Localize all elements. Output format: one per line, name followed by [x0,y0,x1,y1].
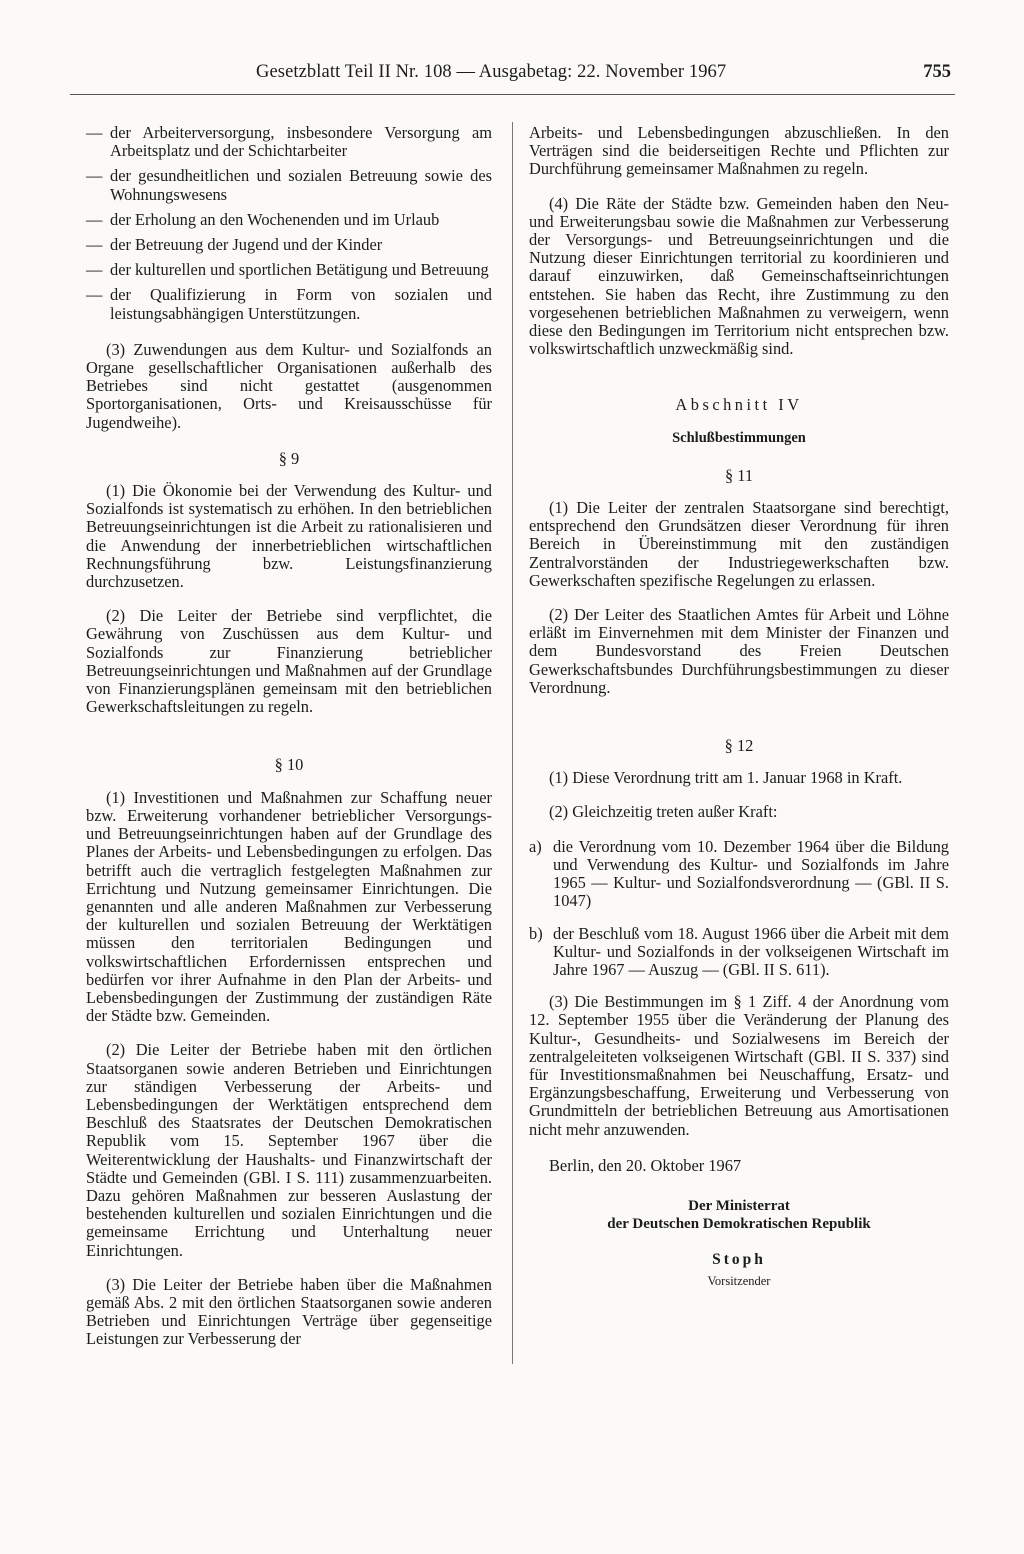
dash-marker: — [86,123,103,142]
paragraph-11-1: (1) Die Leiter der zentralen Staatsorgane sind berechtigt, entsprechend den Grundsätzen dieser Verordnung für ihren Bereich in Übereinstimmung mit den zuständigen Zentralvorständen der Industriegewerkschaften bzw. Gewerkschaften spezifische Regelungen zu erlassen. [529,498,949,590]
paragraph-10-1: (1) Investitionen und Maßnahmen zur Schaffung neuer bzw. Erweiterung vorhandener betrieblicher Versorgungs- und Betreuungseinrichtungen haben auf der Grundlage des Planes der Arbeits- und Lebensbedingungen zu erfolgen. Das betrifft auch die vertraglich festgelegten Maßnahmen zur Errichtung und Nutzung gemeinsamer Einrichtungen. Die genannten und alle anderen Maßnahmen zur Verbesserung der kulturellen und sozialen Betreuung der Werktätigen müssen den territorialen Bedingungen und volkswirtschaftlichen Erfordernissen entsprechen und bedürfen vor ihrer Aufnahme in den Plan der Arbeits- und Lebensbedingungen der Zustimmung der zuständigen Räte der Städte bzw. Gemeinden. [86,787,492,1026]
section-9-heading: § 9 [278,448,300,468]
signer-role: Vorsitzender [707,1274,771,1289]
paragraph-11-2: (2) Der Leiter des Staatlichen Amtes für Arbeit und Löhne erläßt im Einvernehmen mit dem Minister der Finanzen und dem Bundesvorstand des Freien Deutschen Gewerkschaftsbundes Durchführungsbestimmungen zu dieser Verordnung. [529,605,949,697]
gazette-title: Gesetzblatt Teil II Nr. 108 — Ausgabetag: 22. November 1967 [256,62,727,82]
paragraph-12-1: (1) Diese Verordnung tritt am 1. Januar 1968 in Kraft. [549,768,903,788]
list-item [86,167,492,203]
section-11-heading: § 11 [724,465,754,485]
list-item-text: der gesundheitlichen und sozialen Betreuung sowie des Wohnungswesens [110,166,492,204]
list-item-text: der Beschluß vom 18. August 1966 über die Arbeit mit dem Kultur- und Sozialfonds in der volkseigenen Wirtschaft im Jahre 1967 — Auszug — (GBl. II S. 611). [553,923,949,979]
part-heading: Abschnitt IV [675,395,803,415]
list-item-text: der kulturellen und sportlichen Betätigung und Betreuung [110,260,489,280]
column-divider [512,122,513,1364]
list-item-text: die Verordnung vom 10. Dezember 1964 über die Bildung und Verwendung des Kultur- und Sozialfonds im Jahre 1965 — Kultur- und Sozialfondsverordnung — (GBl. II S. 1047) [553,836,949,911]
list-item [86,261,492,279]
dash-marker: — [86,260,103,280]
list-item [86,236,492,254]
right-column [529,124,949,1290]
dash-marker: — [86,285,103,305]
list-item-text: der Betreuung der Jugend und der Kinder [110,235,383,255]
list-item-text: der Qualifizierung in Form von sozialen und leistungsabhängigen Unterstützungen. [110,285,492,323]
section-10-heading: § 10 [274,755,304,775]
list-item [86,124,492,160]
paragraph-9-2: (2) Die Leiter der Betriebe sind verpflichtet, die Gewährung von Zuschüssen aus dem Kultur- und Sozialfonds zur Finanzierung betrieblicher Betreuungseinrichtungen und Maßnahmen auf der Grundlage von Finanzierungsplänen gemeinsam mit den betrieblichen Gewerkschaftsleitungen zu regeln. [86,606,492,717]
dash-marker: — [86,166,103,186]
paragraph-12-2: (2) Gleichzeitig treten außer Kraft: [549,802,778,822]
paragraph-10-3-start: (3) Die Leiter der Betriebe haben über die Maßnahmen gemäß Abs. 2 mit den örtlichen Staatsorganen sowie anderen Betrieben und Einrichtungen Verträge über gegenseitige Leistungen zur Verbesserung der [86,1274,492,1349]
page-header [70,60,955,95]
dash-marker: — [86,235,103,255]
list-item-label: b) [529,923,543,943]
part-title: Schlußbestimmungen [672,429,806,446]
list-item-label: a) [529,836,542,856]
section-12-heading: § 12 [724,736,754,756]
paragraph-8-3: (3) Zuwendungen aus dem Kultur- und Sozialfonds an Organe gesellschaftlicher Organisationen außerhalb des Betriebes sind nicht gestattet (ausgenommen Sportorganisationen, Orts- und Kreisausschüsse für Jugendweihe). [86,339,492,432]
left-column [86,124,492,1349]
paragraph-9-1: (1) Die Ökonomie bei der Verwendung des Kultur- und Sozialfonds ist systematisch zu erhöhen. In den betrieblichen Betreuungseinrichtungen ist die Arbeit zu rationalisieren und die Anwendung der innerbetrieblichen wirtschaftlichen Rechnungsführung bzw. Leistungsfinanzierung durchzusetzen. [86,481,492,592]
list-item-text: der Arbeiterversorgung, insbesondere Versorgung am Arbeitsplatz und der Schichtarbeiter [110,123,492,161]
paragraph-10-4: (4) Die Räte der Städte bzw. Gemeinden haben den Neu- und Erweiterungsbau sowie die Maßnahmen zur Verbesserung der Versorgungs- und Betreuungseinrichtungen und die Nutzung dieser Einrichtungen territorial zu koordinieren und darauf einzuwirken, daß Gemeinschaftseinrichtungen entstehen. Sie haben das Recht, ihre Zustimmung zu den vorgesehenen betrieblichen Maßnahmen zu verweigern, wenn diese den Bedingungen im Territorium nicht entsprechen bzw. volkswirtschaftlich unzweckmäßig sind. [529,193,949,359]
date-line: Berlin, den 20. Oktober 1967 [549,1155,742,1175]
page-number: 755 [923,62,951,82]
list-item [529,925,949,980]
dash-marker: — [86,209,103,229]
list-item [529,838,949,911]
list-item [86,286,492,322]
signer-name: Stoph [712,1250,766,1268]
list-item [86,211,492,229]
signatory-body-line-2: der Deutschen Demokratischen Republik [607,1215,871,1232]
paragraph-10-2: (2) Die Leiter der Betriebe haben mit den örtlichen Staatsorganen sowie anderen Betrieben und Einrichtungen zur ständigen Verbesserung der Arbeits- und Lebensbedingungen der Werktätigen entsprechend dem Beschluß des Staatsrates der Deutschen Demokratischen Republik vom 15. September 1967 über die Weiterentwicklung der Haushalts- und Finanzwirtschaft der Städte und Gemeinden (GBl. I S. 111) zusammenzuarbeiten. Dazu gehören Maßnahmen zur besseren Auslastung der bestehenden kulturellen und sozialen Einrichtungen und die gemeinsame Errichtung und Unterhaltung neuer Einrichtungen. [86,1040,492,1260]
list-item-text: der Erholung an den Wochenenden und im Urlaub [110,209,440,229]
paragraph-12-3: (3) Die Bestimmungen im § 1 Ziff. 4 der Anordnung vom 12. September 1955 über die Veränderung der Planung des Kultur-, Gesundheits- und Sozialwesens im Bereich der zentralgeleiteten volkseigenen Wirtschaft (GBl. II S. 337) sind für Investitionsmaßnahmen bei Neuschaffung, Ersatz- und Ergänzungsbeschaffung, Erweiterung und Verbesserung von Grundmitteln der betrieblichen Betreuung aus Amortisationen nicht mehr anzuwenden. [529,992,949,1139]
signatory-body-line-1: Der Ministerrat [688,1197,790,1214]
paragraph-10-3-continued: Arbeits- und Lebensbedingungen abzuschließen. In den Verträgen sind die beiderseitigen Rechte und Pflichten zur Durchführung gemeinsamer Maßnahmen zu regeln. [529,123,949,179]
